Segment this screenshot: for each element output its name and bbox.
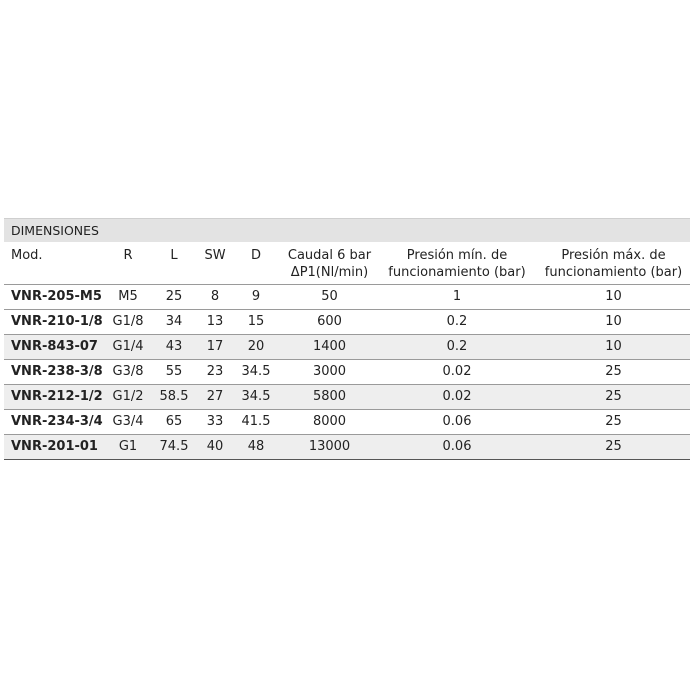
cell-pmax: 10 (537, 284, 690, 309)
header-pmax-line2: funcionamiento (bar) (544, 265, 683, 280)
header-l: L (148, 242, 200, 284)
table-row (4, 409, 690, 434)
cell-caudal: 3000 (282, 359, 377, 384)
table-row (4, 309, 690, 334)
header-pmin-line2: funcionamiento (bar) (388, 265, 526, 280)
cell-pmax: 10 (537, 309, 690, 334)
table-title: DIMENSIONES (4, 218, 690, 242)
cell-mod: VNR-238-3/8 (4, 359, 108, 384)
cell-l: 65 (148, 409, 200, 434)
cell-sw: 23 (200, 359, 230, 384)
cell-pmin: 0.2 (377, 309, 537, 334)
cell-r: G3/4 (108, 409, 148, 434)
header-pmin-line1: Presión mín. de (406, 248, 508, 263)
header-pmax-line1: Presión máx. de (561, 248, 666, 263)
header-r: R (108, 242, 148, 284)
cell-l: 34 (148, 309, 200, 334)
cell-r: M5 (108, 284, 148, 309)
header-caudal (282, 242, 377, 284)
cell-caudal: 8000 (282, 409, 377, 434)
cell-l: 43 (148, 334, 200, 359)
cell-mod: VNR-201-01 (4, 434, 108, 459)
cell-d: 9 (230, 284, 282, 309)
cell-l: 58.5 (148, 384, 200, 409)
cell-d: 20 (230, 334, 282, 359)
header-d: D (230, 242, 282, 284)
cell-mod: VNR-205-M5 (4, 284, 108, 309)
cell-r: G1/2 (108, 384, 148, 409)
cell-pmin: 1 (377, 284, 537, 309)
cell-pmax: 25 (537, 409, 690, 434)
cell-pmin: 0.02 (377, 384, 537, 409)
cell-caudal: 5800 (282, 384, 377, 409)
cell-sw: 17 (200, 334, 230, 359)
cell-caudal: 1400 (282, 334, 377, 359)
cell-l: 74.5 (148, 434, 200, 459)
header-mod: Mod. (4, 242, 108, 284)
table-row (4, 359, 690, 384)
cell-sw: 13 (200, 309, 230, 334)
cell-d: 41.5 (230, 409, 282, 434)
cell-pmin: 0.02 (377, 359, 537, 384)
dimensions-table-section (4, 218, 690, 460)
header-sw: SW (200, 242, 230, 284)
cell-r: G3/8 (108, 359, 148, 384)
cell-mod: VNR-843-07 (4, 334, 108, 359)
table-row (4, 384, 690, 409)
header-pmax (537, 242, 690, 284)
cell-sw: 27 (200, 384, 230, 409)
table-row (4, 334, 690, 359)
cell-pmax: 25 (537, 384, 690, 409)
header-row (4, 242, 690, 284)
dimensions-table (4, 242, 690, 460)
cell-pmax: 25 (537, 434, 690, 459)
cell-l: 55 (148, 359, 200, 384)
header-pmin (377, 242, 537, 284)
cell-caudal: 50 (282, 284, 377, 309)
cell-r: G1/8 (108, 309, 148, 334)
table-row (4, 434, 690, 459)
cell-mod: VNR-212-1/2 (4, 384, 108, 409)
cell-pmax: 25 (537, 359, 690, 384)
cell-r: G1/4 (108, 334, 148, 359)
cell-pmin: 0.06 (377, 434, 537, 459)
cell-mod: VNR-210-1/8 (4, 309, 108, 334)
header-caudal-line2: ΔP1(Nl/min) (290, 265, 369, 280)
cell-sw: 33 (200, 409, 230, 434)
table-row (4, 284, 690, 309)
cell-caudal: 600 (282, 309, 377, 334)
header-caudal-line1: Caudal 6 bar (287, 248, 372, 263)
cell-l: 25 (148, 284, 200, 309)
cell-d: 34.5 (230, 384, 282, 409)
cell-mod: VNR-234-3/4 (4, 409, 108, 434)
cell-d: 48 (230, 434, 282, 459)
cell-d: 34.5 (230, 359, 282, 384)
cell-pmax: 10 (537, 334, 690, 359)
cell-sw: 40 (200, 434, 230, 459)
cell-r: G1 (108, 434, 148, 459)
cell-pmin: 0.06 (377, 409, 537, 434)
cell-sw: 8 (200, 284, 230, 309)
cell-pmin: 0.2 (377, 334, 537, 359)
cell-caudal: 13000 (282, 434, 377, 459)
cell-d: 15 (230, 309, 282, 334)
